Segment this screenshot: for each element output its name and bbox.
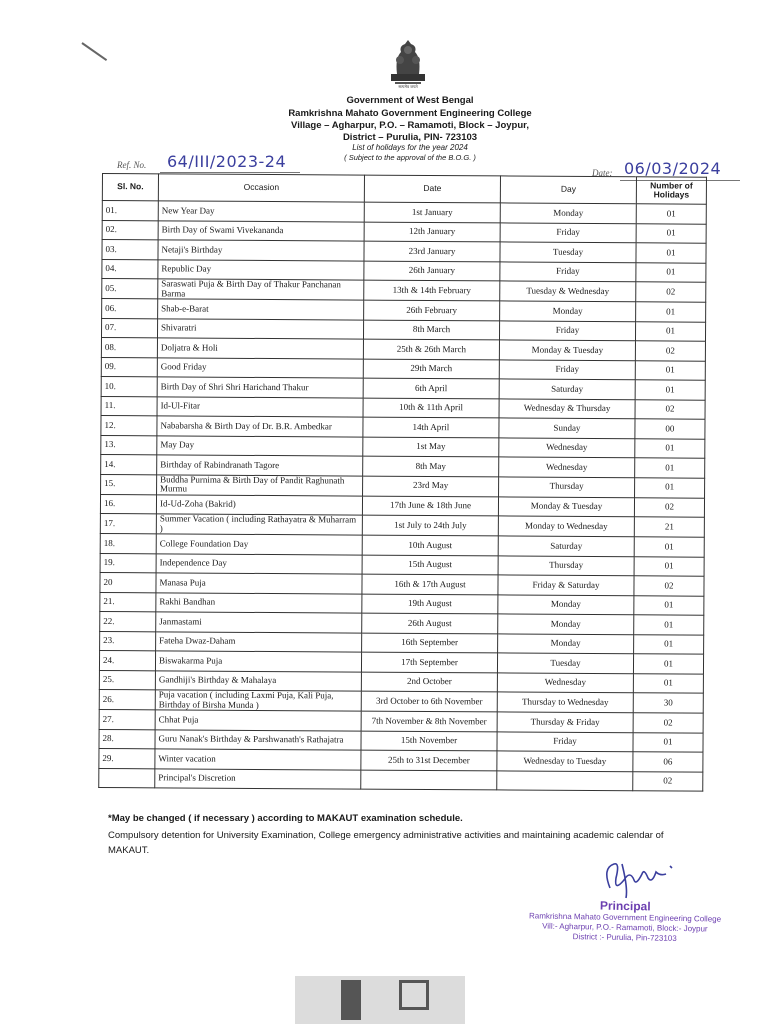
- cell-sl-no: 13.: [101, 435, 157, 455]
- cell-occasion: Chhat Puja: [155, 710, 361, 731]
- cell-date: 16th & 17th August: [362, 574, 498, 594]
- cell-sl-no: 03.: [102, 240, 158, 260]
- cell-day: Tuesday: [497, 653, 633, 673]
- cell-day: Thursday & Friday: [497, 712, 633, 732]
- cell-sl-no: [99, 768, 155, 788]
- cell-occasion: Puja vacation ( including Laxmi Puja, Kali Puja, Birthday of Birsha Munda ): [155, 690, 361, 711]
- cell-date: 23rd May: [363, 476, 499, 497]
- header-government: Government of West Bengal: [346, 95, 474, 106]
- cell-holiday-count: 01: [634, 634, 704, 654]
- cell-day: Monday: [500, 203, 636, 223]
- cell-holiday-count: 01: [635, 438, 705, 458]
- cell-date: 1st January: [364, 202, 500, 222]
- cell-sl-no: 11.: [101, 396, 157, 416]
- cell-holiday-count: 02: [635, 399, 705, 419]
- header-address: Village – Agharpur, P.O. – Ramamoti, Block – Joypur,: [291, 120, 529, 131]
- cell-occasion: Principal's Discretion: [155, 768, 361, 789]
- header-district: District – Purulia, PIN- 723103: [342, 132, 478, 143]
- cell-day: [497, 770, 633, 790]
- cell-date: 7th November & 8th November: [361, 711, 497, 731]
- cell-date: 8th March: [363, 320, 499, 340]
- cell-day: Tuesday & Wednesday: [500, 281, 636, 302]
- cell-date: 14th April: [363, 417, 499, 437]
- column-header: Occasion: [158, 174, 364, 202]
- cell-day: Friday: [499, 320, 635, 340]
- cell-day: Thursday to Wednesday: [497, 692, 633, 713]
- cell-holiday-count: 06: [633, 752, 703, 772]
- cell-date: 17th September: [361, 652, 497, 672]
- cell-sl-no: 22.: [100, 611, 156, 631]
- cell-holiday-count: 01: [633, 654, 703, 674]
- cell-day: Friday: [500, 261, 636, 281]
- cell-occasion: Good Friday: [157, 357, 363, 378]
- cell-date: 25th & 26th March: [363, 339, 499, 359]
- cell-occasion: Birth Day of Swami Vivekananda: [158, 220, 364, 241]
- scan-mark: [81, 42, 107, 61]
- ref-label: Ref. No.: [117, 160, 147, 170]
- cell-sl-no: 29.: [99, 748, 155, 768]
- date-label: Date:: [592, 168, 613, 178]
- cell-holiday-count: 01: [636, 243, 706, 263]
- cell-date: 26th August: [362, 613, 498, 633]
- cell-day: Saturday: [499, 379, 635, 399]
- cell-holiday-count: 01: [636, 302, 706, 322]
- cell-sl-no: 01.: [102, 201, 158, 221]
- cell-occasion: Manasa Puja: [156, 573, 362, 594]
- cell-day: Monday & Tuesday: [498, 496, 634, 516]
- cell-occasion: Id-Ul-Fitar: [157, 396, 363, 417]
- cell-date: 23rd January: [364, 241, 500, 261]
- cell-occasion: Nababarsha & Birth Day of Dr. B.R. Ambedkar: [157, 416, 363, 437]
- national-emblem-icon: [385, 38, 431, 90]
- cell-occasion: College Foundation Day: [156, 534, 362, 555]
- cell-holiday-count: 01: [635, 380, 705, 400]
- cell-sl-no: 07.: [101, 318, 157, 338]
- emblem-caption: सत्यमेव जयते: [398, 84, 418, 89]
- cell-sl-no: 21.: [100, 592, 156, 612]
- cell-date: 29th March: [363, 359, 499, 379]
- cell-sl-no: 08.: [101, 338, 157, 358]
- cell-sl-no: 04.: [102, 259, 158, 279]
- cell-day: Friday: [499, 359, 635, 379]
- cell-holiday-count: 01: [635, 321, 705, 341]
- column-header: Day: [500, 176, 636, 204]
- stamp-line: Ramkrishna Mahato Government Engineering College: [528, 911, 722, 924]
- cell-day: Wednesday: [499, 457, 635, 477]
- column-header: Date: [364, 175, 500, 203]
- scan-mark: [341, 980, 361, 1020]
- cell-occasion: Fateha Dwaz-Daham: [156, 631, 362, 652]
- cell-sl-no: 17.: [100, 513, 156, 533]
- holiday-table: [98, 173, 707, 792]
- cell-occasion: Netaji's Birthday: [158, 240, 364, 261]
- cell-day: Tuesday: [500, 242, 636, 262]
- cell-occasion: Saraswati Puja & Birth Day of Thakur Panchanan Barma: [158, 279, 364, 300]
- cell-date: 8th May: [363, 456, 499, 476]
- cell-occasion: May Day: [157, 435, 363, 456]
- cell-date: 12th January: [364, 222, 500, 242]
- cell-holiday-count: 02: [634, 576, 704, 596]
- cell-sl-no: 12.: [101, 415, 157, 435]
- cell-date: 15th November: [361, 731, 497, 751]
- cell-sl-no: 18.: [100, 533, 156, 553]
- cell-sl-no: 24.: [99, 650, 155, 670]
- cell-holiday-count: 01: [635, 477, 705, 497]
- cell-occasion: Independence Day: [156, 553, 362, 574]
- cell-holiday-count: 01: [634, 615, 704, 635]
- cell-sl-no: 06.: [102, 299, 158, 319]
- cell-occasion: Shivaratri: [157, 318, 363, 339]
- cell-day: Wednesday to Tuesday: [497, 751, 633, 771]
- cell-holiday-count: 01: [636, 262, 706, 282]
- cell-holiday-count: 30: [633, 693, 703, 713]
- cell-holiday-count: 02: [635, 341, 705, 361]
- cell-holiday-count: 01: [634, 537, 704, 557]
- cell-occasion: Id-Ud-Zoha (Bakrid): [156, 494, 362, 515]
- cell-holiday-count: 02: [636, 282, 706, 302]
- cell-date: 15th August: [362, 555, 498, 575]
- cell-day: Sunday: [499, 418, 635, 438]
- cell-occasion: Birth Day of Shri Shri Harichand Thakur: [157, 377, 363, 398]
- cell-sl-no: 10.: [101, 376, 157, 396]
- cell-sl-no: 26.: [99, 689, 155, 709]
- cell-sl-no: 16.: [100, 494, 156, 514]
- cell-day: Monday to Wednesday: [498, 516, 634, 537]
- cell-day: Saturday: [498, 536, 634, 556]
- cell-holiday-count: 01: [635, 458, 705, 478]
- stamp-title: Principal: [599, 898, 651, 914]
- cell-day: Thursday: [498, 555, 634, 575]
- cell-occasion: Buddha Purnima & Birth Day of Pandit Raghunath Murmu: [157, 474, 363, 495]
- cell-holiday-count: 01: [636, 223, 706, 243]
- cell-holiday-count: 02: [633, 771, 703, 791]
- cell-sl-no: 28.: [99, 729, 155, 749]
- cell-date: 25th to 31st December: [361, 750, 497, 770]
- cell-occasion: Janmastami: [156, 612, 362, 633]
- cell-occasion: New Year Day: [158, 201, 364, 222]
- cell-sl-no: 25.: [99, 670, 155, 690]
- column-header: Number of Holidays: [636, 177, 706, 204]
- stamp-line: District :- Purulia, Pin-723103: [572, 932, 677, 943]
- header-list-title: List of holidays for the year 2024: [352, 143, 468, 152]
- header-college-name: Ramkrishna Mahato Government Engineering College: [288, 108, 532, 119]
- cell-day: Wednesday & Thursday: [499, 398, 635, 418]
- header-approval-note: ( Subject to the approval of the B.O.G. ): [344, 153, 476, 162]
- cell-date: 26th February: [364, 300, 500, 320]
- cell-occasion: Shab-e-Barat: [158, 299, 364, 320]
- cell-date: 1st July to 24th July: [362, 515, 498, 536]
- cell-day: Friday: [497, 731, 633, 751]
- cell-sl-no: 15.: [101, 474, 157, 494]
- cell-holiday-count: 02: [633, 713, 703, 733]
- cell-sl-no: 20: [100, 572, 156, 592]
- date-value: 06/03/2024: [624, 159, 722, 178]
- cell-date: 2nd October: [361, 672, 497, 692]
- cell-holiday-count: 00: [635, 419, 705, 439]
- cell-date: 16th September: [362, 633, 498, 653]
- stamp-line: Vill:- Agharpur, P.O.- Ramamoti, Block:- Joypur: [542, 921, 708, 934]
- cell-sl-no: 19.: [100, 553, 156, 573]
- cell-occasion: Gandhiji's Birthday & Mahalaya: [155, 670, 361, 691]
- cell-date: 6th April: [363, 378, 499, 398]
- cell-day: Monday & Tuesday: [499, 340, 635, 360]
- cell-occasion: Rakhi Bandhan: [156, 592, 362, 613]
- cell-holiday-count: 01: [634, 556, 704, 576]
- cell-day: Thursday: [499, 476, 635, 497]
- cell-sl-no: 14.: [101, 454, 157, 474]
- cell-day: Monday: [500, 301, 636, 321]
- cell-sl-no: 23.: [100, 631, 156, 651]
- cell-holiday-count: 01: [633, 732, 703, 752]
- cell-occasion: Birthday of Rabindranath Tagore: [157, 455, 363, 476]
- footer-note-detention: Compulsory detention for University Examination, College emergency administrative activities and maintaining academic calendar of MAKAUT.: [108, 830, 664, 856]
- principal-stamp: [520, 897, 731, 945]
- cell-occasion: Guru Nanak's Birthday & Parshwanath's Rathajatra: [155, 729, 361, 750]
- column-header: Sl. No.: [102, 174, 158, 201]
- cell-day: Wednesday: [499, 437, 635, 457]
- cell-sl-no: 27.: [99, 709, 155, 729]
- cell-date: 3rd October to 6th November: [361, 691, 497, 712]
- cell-occasion: Summer Vacation ( including Rathayatra & Muharram ): [156, 514, 362, 535]
- cell-occasion: Biswakarma Puja: [155, 651, 361, 672]
- cell-date: 26th January: [364, 261, 500, 281]
- cell-day: Friday & Saturday: [498, 575, 634, 595]
- cell-holiday-count: 02: [634, 497, 704, 517]
- cell-date: 13th & 14th February: [364, 280, 500, 301]
- cell-day: Wednesday: [497, 672, 633, 692]
- cell-day: Monday: [498, 633, 634, 653]
- cell-date: 1st May: [363, 437, 499, 457]
- cell-holiday-count: 01: [635, 360, 705, 380]
- ref-number: 64/III/2023-24: [167, 152, 287, 171]
- scan-artifact: [295, 976, 465, 1024]
- cell-day: Monday: [498, 594, 634, 614]
- table-header-row: [102, 174, 706, 205]
- cell-holiday-count: 01: [634, 595, 704, 615]
- cell-holiday-count: 21: [634, 517, 704, 537]
- cell-holiday-count: 01: [633, 673, 703, 693]
- cell-occasion: Doljatra & Holi: [157, 338, 363, 359]
- footer-note-exam: *May be changed ( if necessary ) according to MAKAUT examination schedule.: [108, 813, 463, 824]
- cell-date: 10th August: [362, 535, 498, 555]
- cell-date: [361, 770, 497, 790]
- cell-day: Monday: [498, 614, 634, 634]
- cell-sl-no: 09.: [101, 357, 157, 377]
- cell-day: Friday: [500, 222, 636, 242]
- table-row: [99, 768, 703, 791]
- cell-occasion: Winter vacation: [155, 749, 361, 770]
- cell-date: 17th June & 18th June: [362, 496, 498, 516]
- cell-date: 10th & 11th April: [363, 398, 499, 418]
- principal-signature: [596, 858, 682, 900]
- cell-occasion: Republic Day: [158, 259, 364, 280]
- scan-mark: [399, 980, 429, 1010]
- cell-sl-no: 02.: [102, 220, 158, 240]
- cell-holiday-count: 01: [636, 204, 706, 224]
- cell-sl-no: 05.: [102, 279, 158, 299]
- cell-date: 19th August: [362, 594, 498, 614]
